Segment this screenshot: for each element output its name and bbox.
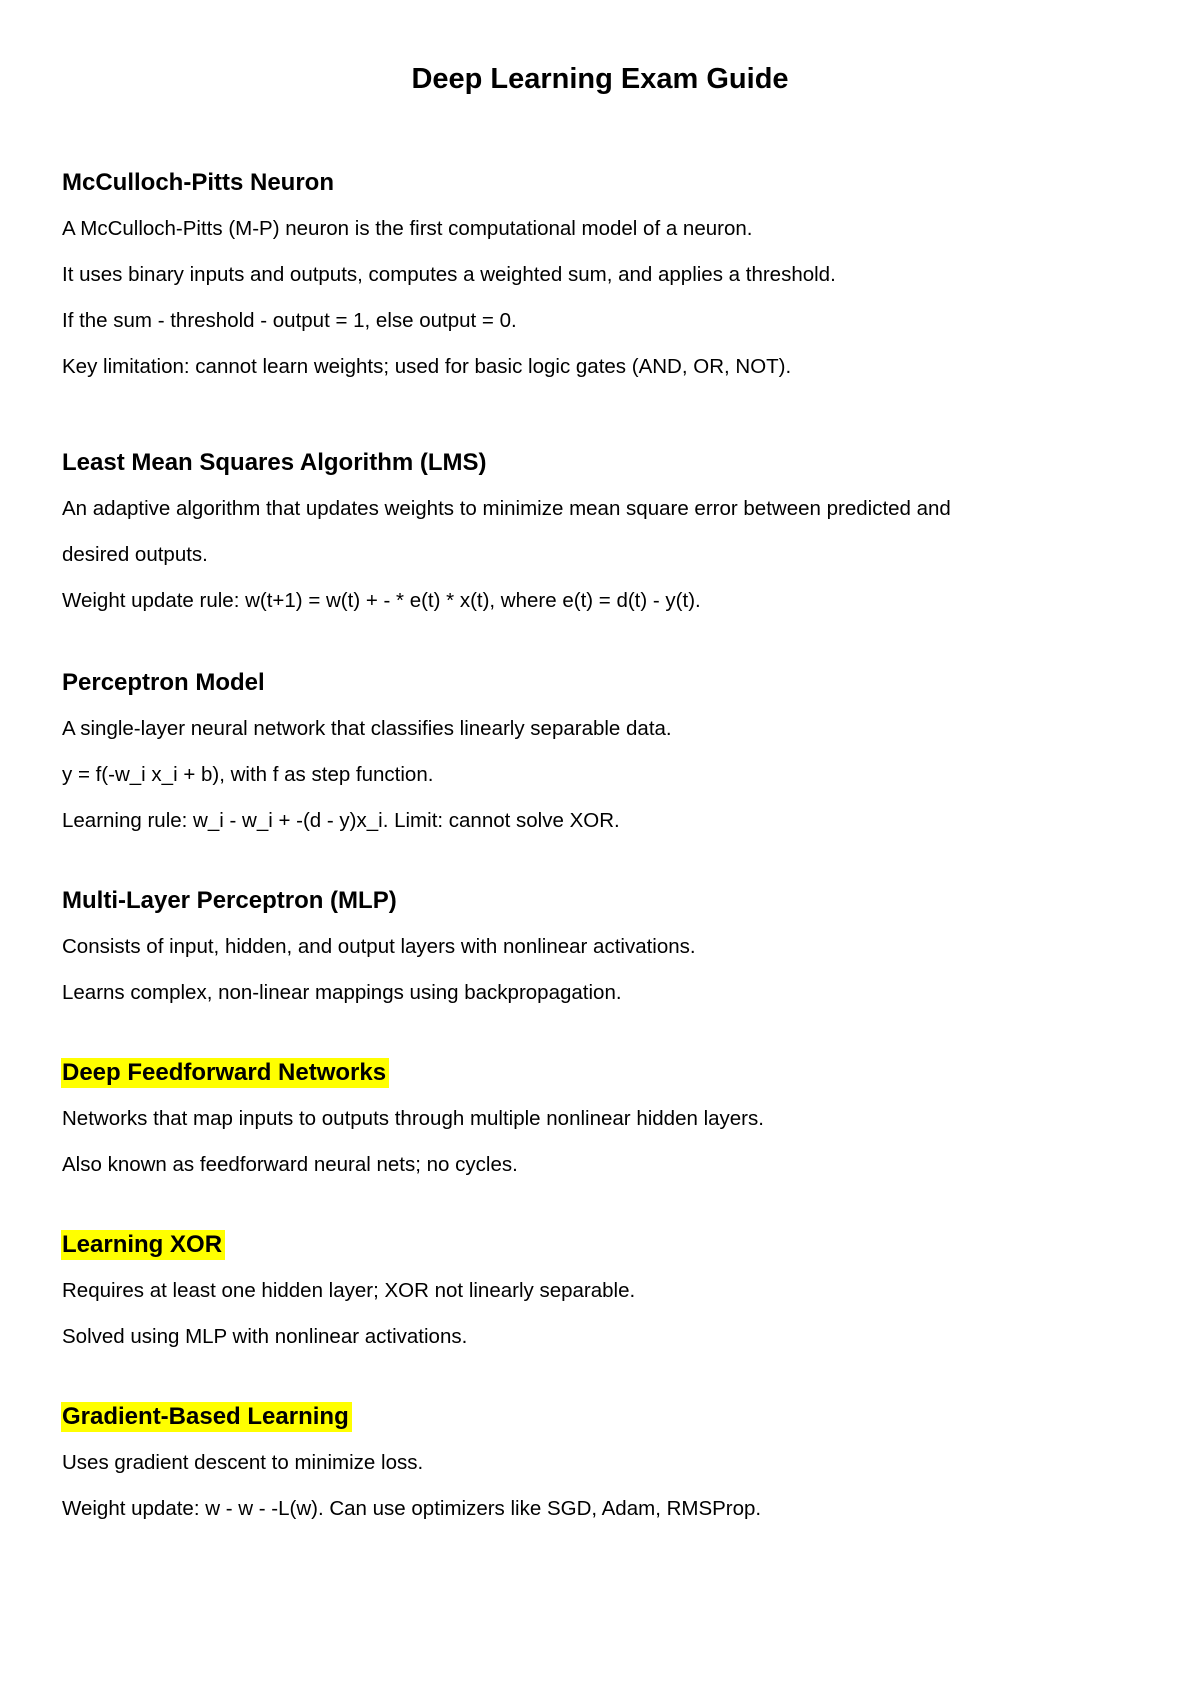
section-mcculloch-pitts [62, 168, 1142, 382]
section-line: Consists of input, hidden, and output layers with nonlinear activations. [62, 935, 696, 958]
section-heading: Multi-Layer Perceptron (MLP) [62, 887, 397, 914]
section-body [62, 1448, 1142, 1524]
document-title: Deep Learning Exam Guide [411, 63, 789, 95]
section-heading: Perceptron Model [62, 669, 265, 696]
section-body [62, 494, 1142, 616]
section-line: An adaptive algorithm that updates weights to minimize mean square error between predicted and [62, 497, 951, 520]
section-line: Solved using MLP with nonlinear activations. [62, 1325, 468, 1348]
section-heading-highlighted: Deep Feedforward Networks [61, 1058, 389, 1088]
section-line: Weight update: w - w - -L(w). Can use optimizers like SGD, Adam, RMSProp. [62, 1497, 762, 1520]
section-line: Uses gradient descent to minimize loss. [62, 1451, 424, 1474]
section-lms [62, 448, 1142, 616]
section-body [62, 932, 1142, 1008]
section-deep-feedforward [62, 1058, 1142, 1180]
section-body [62, 1104, 1142, 1180]
section-line: If the sum - threshold - output = 1, else output = 0. [62, 309, 517, 332]
section-learning-xor [62, 1230, 1142, 1352]
section-line: Learns complex, non-linear mappings using backpropagation. [62, 981, 622, 1004]
section-line: A McCulloch-Pitts (M-P) neuron is the first computational model of a neuron. [62, 217, 753, 240]
section-body [62, 214, 1142, 382]
section-body [62, 714, 1142, 836]
section-line: y = f(-w_i x_i + b), with f as step function. [62, 763, 434, 786]
section-perceptron [62, 668, 1142, 836]
section-line: Weight update rule: w(t+1) = w(t) + - * e(t) * x(t), where e(t) = d(t) - y(t). [62, 589, 701, 612]
section-mlp [62, 886, 1142, 1008]
section-heading-highlighted: Learning XOR [61, 1230, 225, 1260]
section-gradient-based [62, 1402, 1142, 1524]
section-line: desired outputs. [62, 543, 208, 566]
section-heading-highlighted: Gradient-Based Learning [61, 1402, 352, 1432]
section-line: Networks that map inputs to outputs through multiple nonlinear hidden layers. [62, 1107, 764, 1130]
section-line: Also known as feedforward neural nets; no cycles. [62, 1153, 518, 1176]
section-line: It uses binary inputs and outputs, computes a weighted sum, and applies a threshold. [62, 263, 836, 286]
section-line: A single-layer neural network that classifies linearly separable data. [62, 717, 672, 740]
section-heading: McCulloch-Pitts Neuron [62, 169, 335, 196]
section-line: Requires at least one hidden layer; XOR not linearly separable. [62, 1279, 636, 1302]
section-body [62, 1276, 1142, 1352]
section-line: Learning rule: w_i - w_i + -(d - y)x_i. Limit: cannot solve XOR. [62, 809, 620, 832]
section-heading: Least Mean Squares Algorithm (LMS) [62, 449, 487, 476]
section-line: Key limitation: cannot learn weights; used for basic logic gates (AND, OR, NOT). [62, 355, 792, 378]
